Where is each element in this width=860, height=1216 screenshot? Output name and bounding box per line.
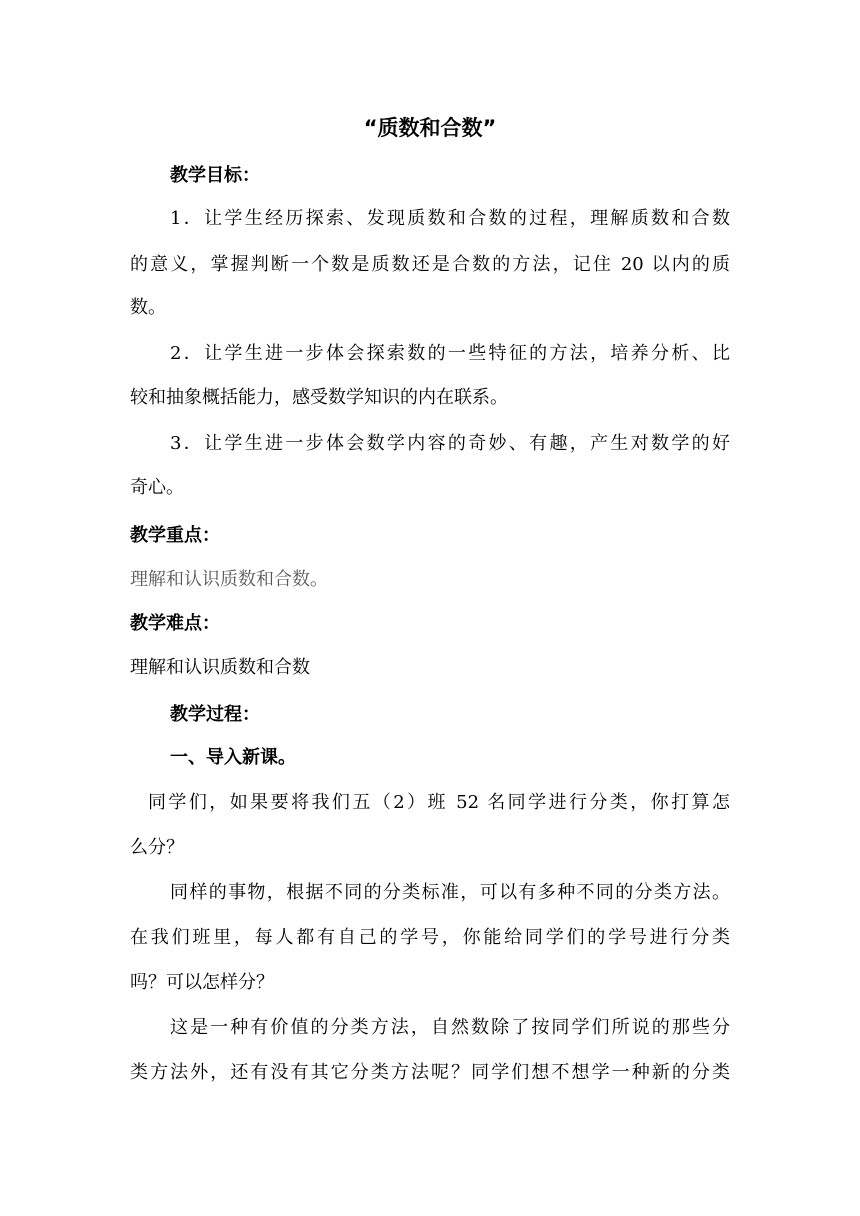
paragraph-2-line-3: 吗？可以怎样分？ bbox=[130, 972, 274, 993]
goal-1-line-3: 数。 bbox=[130, 297, 166, 318]
goal-3-line-2: 奇心。 bbox=[130, 477, 184, 498]
goal-3-line-1: 3．让学生进一步体会数学内容的奇妙、有趣，产生对数学的好 bbox=[170, 433, 730, 454]
goal-1-line-1: 1．让学生经历探索、发现质数和合数的过程，理解质数和合数 bbox=[170, 208, 730, 229]
paragraph-2-line-2: 在我们班里，每人都有自己的学号，你能给同学们的学号进行分类 bbox=[130, 927, 730, 948]
paragraph-3-line-1: 这是一种有价值的分类方法，自然数除了按同学们所说的那些分 bbox=[170, 1017, 730, 1038]
heading-difficult-points: 教学难点： bbox=[130, 613, 220, 634]
paragraph-1-line-1: 同学们，如果要将我们五（2）班 52 名同学进行分类，你打算怎 bbox=[148, 792, 730, 813]
paragraph-1-line-2: 么分？ bbox=[130, 837, 184, 858]
heading-key-points: 教学重点： bbox=[130, 525, 220, 546]
document-title: “质数和合数” bbox=[363, 116, 497, 140]
section-1-heading: 一、导入新课。 bbox=[170, 747, 296, 768]
paragraph-3-line-2: 类方法外，还有没有其它分类方法呢？同学们想不想学一种新的分类 bbox=[130, 1062, 730, 1083]
heading-teaching-goals: 教学目标： bbox=[170, 165, 260, 186]
goal-2-line-2: 较和抽象概括能力，感受数学知识的内在联系。 bbox=[130, 387, 508, 408]
paragraph-2-line-1: 同样的事物，根据不同的分类标准，可以有多种不同的分类方法。 bbox=[170, 882, 730, 903]
difficult-points-text: 理解和认识质数和合数 bbox=[130, 657, 310, 678]
heading-teaching-process: 教学过程： bbox=[170, 704, 260, 725]
goal-1-line-2: 的意义，掌握判断一个数是质数还是合数的方法，记住 20 以内的质 bbox=[130, 254, 730, 275]
key-points-text: 理解和认识质数和合数。 bbox=[130, 569, 328, 590]
goal-2-line-1: 2．让学生进一步体会探索数的一些特征的方法，培养分析、比 bbox=[170, 343, 730, 364]
